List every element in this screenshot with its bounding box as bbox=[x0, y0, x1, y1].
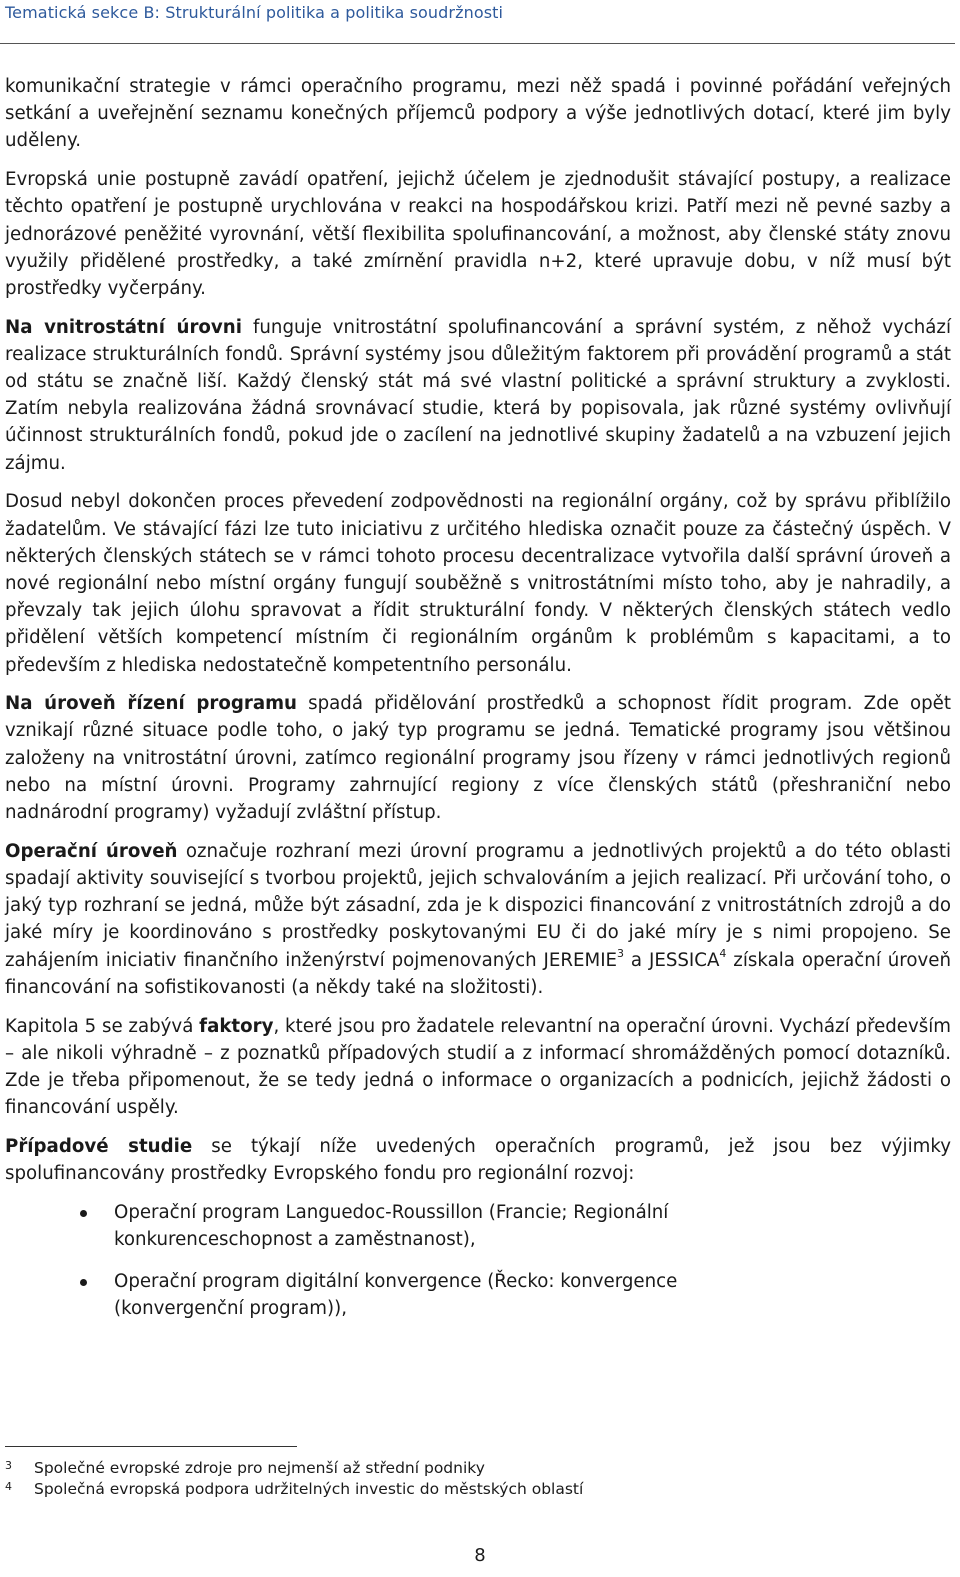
main-content bbox=[5, 73, 951, 1338]
footnote-number: 3 bbox=[5, 1459, 12, 1472]
paragraph-8 bbox=[5, 1133, 951, 1187]
footnote-text: Společná evropská podpora udržitelných investic do městských oblastí bbox=[34, 1480, 584, 1498]
paragraph-6-lead: Operační úroveň bbox=[5, 840, 178, 862]
paragraph-5 bbox=[5, 690, 951, 826]
paragraph-3 bbox=[5, 314, 951, 477]
paragraph-6-text-2: a JESSICA bbox=[624, 949, 720, 971]
paragraph-6 bbox=[5, 838, 951, 1001]
paragraph-3-text: funguje vnitrostátní spolufinancování a správní systém, z něhož vychází realizace strukturálních fondů. Správní systémy jsou důležitým faktorem při provádění programů a stát od státu se značně liší. Každý členský stát má své vlastní politické a správní struktury a zvyklosti. Zatím nebyla realizována žádná srovnávací studie, která by popisovala, jak různé systémy ovlivňují účinnost strukturálních fondů, pokud jde o zacílení na jednotlivé skupiny žadatelů a na vzbuzení jejich zájmu. bbox=[5, 316, 952, 474]
paragraph-6-text-3: získala operační úroveň financování na sofistikovanosti (a někdy také na složitosti). bbox=[5, 949, 951, 998]
list-item bbox=[5, 1199, 754, 1253]
list-item-text: Operační program digitální konvergence (Řecko: konvergence (konvergenční program)), bbox=[114, 1271, 678, 1320]
paragraph-7 bbox=[5, 1013, 951, 1122]
footnote-ref-4[interactable]: 4 bbox=[719, 946, 727, 960]
bullet-icon bbox=[80, 1279, 87, 1286]
footnote-text: Společné evropské zdroje pro nejmenší až střední podniky bbox=[34, 1459, 485, 1477]
paragraph-5-lead: Na úroveň řízení programu bbox=[5, 693, 297, 715]
running-header: Tematická sekce B: Strukturální politika a politika soudržnosti bbox=[5, 3, 504, 22]
paragraph-7-bold: faktory bbox=[199, 1015, 274, 1037]
footnote-3 bbox=[5, 1458, 583, 1479]
bullet-icon bbox=[80, 1210, 87, 1217]
paragraph-4: Dosud nebyl dokončen proces převedení zodpovědnosti na regionální orgány, což by správu přiblížilo žadatelům. Ve stávající fázi lze tuto iniciativu z určitého hlediska označit pouze za částečný úspěch. V některých členských státech se v rámci tohoto procesu decentralizace vytvořila další správní úroveň a nové regionální nebo místní orgány fungují souběžně s vnitrostátními místo toho, aby je nahradily, a převzaly tak jejich úlohu spravovat a řídit strukturální fondy. V některých členských státech vedlo přidělení větších kompetencí místním či regionálním orgánům k problémům s kapacitami, a to především z hlediska nedostatečně kompetentního personálu. bbox=[5, 491, 951, 676]
paragraph-7-text-1: Kapitola 5 se zabývá bbox=[5, 1015, 200, 1037]
page-number: 8 bbox=[474, 1545, 486, 1566]
case-study-list bbox=[5, 1199, 951, 1323]
paragraph-3-lead: Na vnitrostátní úrovni bbox=[5, 316, 242, 338]
paragraph-8-text: se týkají níže uvedených operačních programů, jež jsou bez výjimky spolufinancovány prostředky Evropského fondu pro regionální rozvoj: bbox=[5, 1135, 951, 1185]
paragraph-7-text-2: , které jsou pro žadatele relevantní na operační úrovni. Vychází především – ale nikoli výhradně – z poznatků případových studií a z informací shromážděných pomocí dotazníků. Zde je třeba připomenout, že se tedy jedná o informace o organizacích a podnicích, jejichž žádosti o financování uspěly. bbox=[5, 1015, 952, 1119]
paragraph-1: komunikační strategie v rámci operačního programu, mezi něž spadá i povinné pořádání veřejných setkání a uveřejnění seznamu konečných příjemců podpory a výše jednotlivých dotací, které jim byly uděleny. bbox=[5, 76, 951, 152]
footnote-divider bbox=[5, 1446, 297, 1447]
paragraph-6-text-1: označuje rozhraní mezi úrovní programu a jednotlivých projektů a do této oblasti spadají aktivity související s tvorbou projektů, jejich schvalováním a jejich realizací. Při určování toho, o jaký typ rozhraní se jedná, může být zásadní, zda je k dispozici financování z vnitrostátních zdrojů a do jaké míry je koordinováno s prostředky poskytovanými EU či do jaké míry je s nimi propojeno. Se zahájením iniciativ finančního inženýrství pojmenovaných JEREMIE bbox=[5, 840, 952, 971]
footnote-4 bbox=[5, 1479, 583, 1500]
footnotes bbox=[5, 1458, 583, 1500]
paragraph-8-lead: Případové studie bbox=[5, 1135, 193, 1157]
header-divider bbox=[0, 43, 955, 44]
list-item bbox=[5, 1268, 754, 1322]
list-item-text: Operační program Languedoc-Roussillon (Francie; Regionální konkurenceschopnost a zaměstnanost), bbox=[114, 1201, 669, 1250]
footnote-ref-3[interactable]: 3 bbox=[617, 946, 625, 960]
paragraph-2: Evropská unie postupně zavádí opatření, jejichž účelem je zjednodušit stávající postupy, a realizace těchto opatření je postupně urychlována v reakci na hospodářskou krizi. Patří mezi ně pevné sazby a jednorázové peněžité vyrovnání, větší flexibilita spolufinancování, a možnost, aby členské státy znovu využily přidělené prostředky, a také zmírnění pravidla n+2, které upravuje dobu, v níž musí být prostředky vyčerpány. bbox=[5, 169, 951, 299]
footnote-number: 4 bbox=[5, 1480, 12, 1493]
paragraph-5-text: spadá přidělování prostředků a schopnost řídit program. Zde opět vznikají různé situace podle toho, o jaký typ programu se jedná. Tematické programy jsou většinou založeny na vnitrostátní úrovni, zatímco regionální programy jsou řízeny v rámci jednotlivých regionů nebo na místní úrovni. Programy zahrnující regiony z více členských států (přeshraniční nebo nadnárodní programy) vyžadují zvláštní přístup. bbox=[5, 693, 951, 824]
